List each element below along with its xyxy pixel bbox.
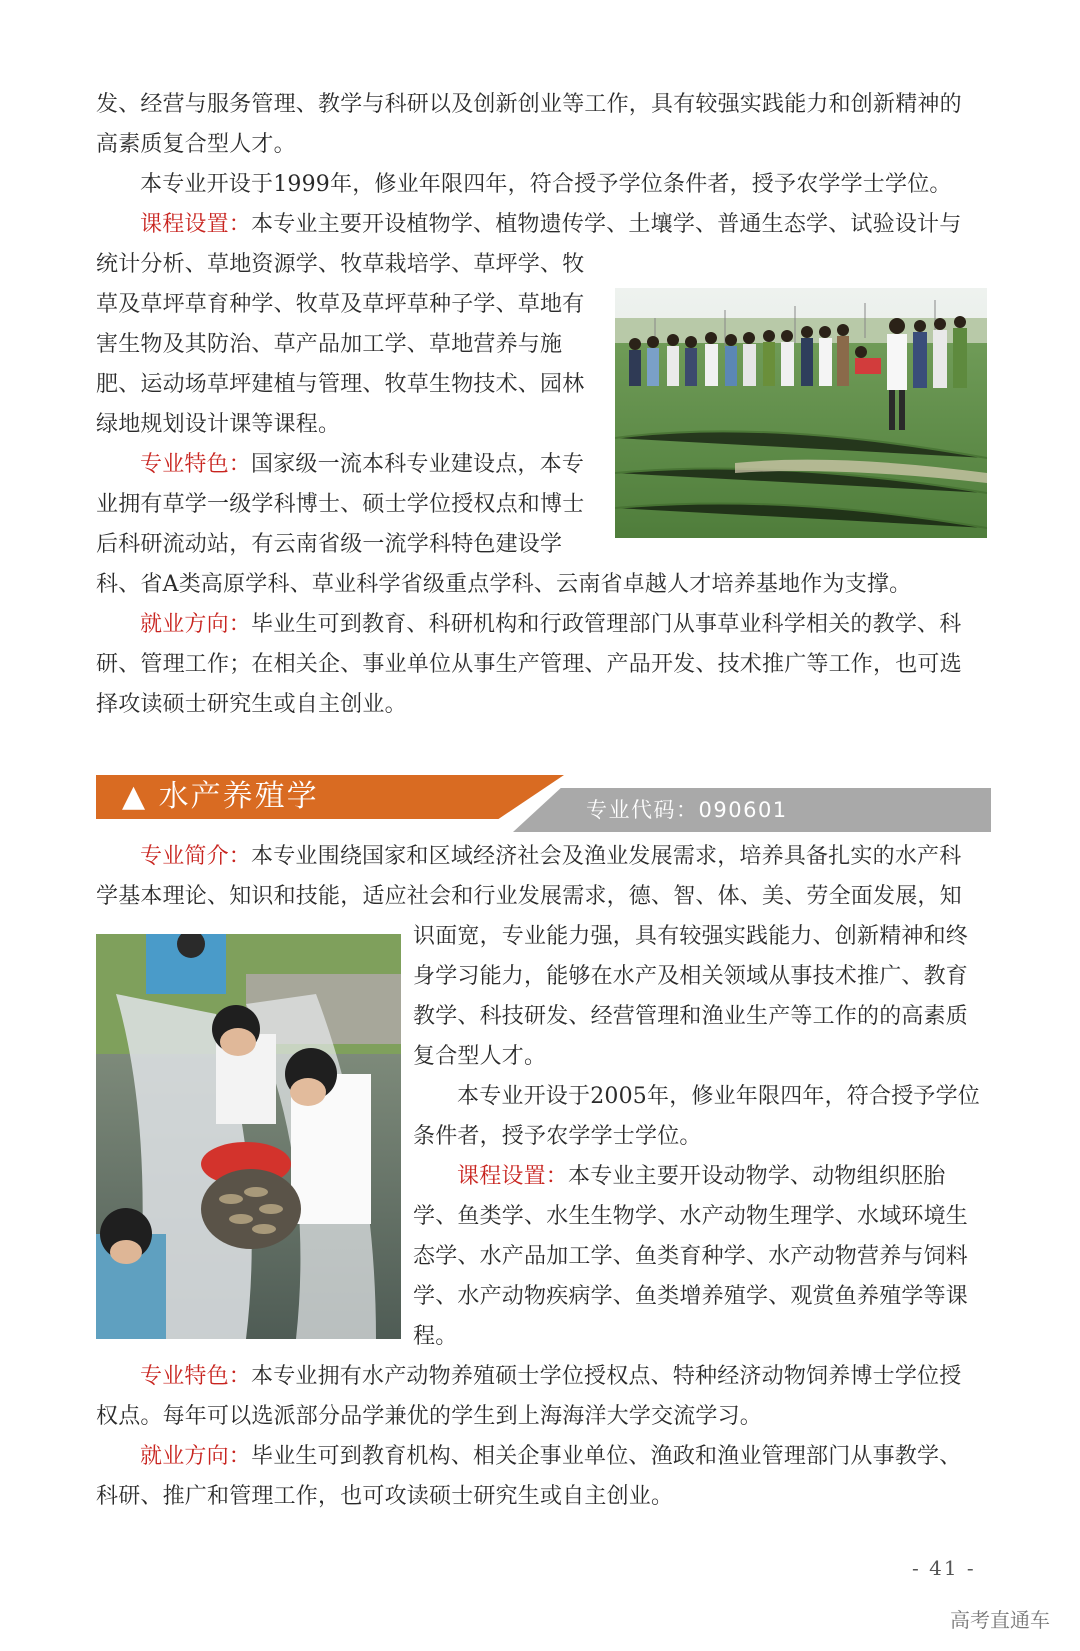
- text-line: 程。: [413, 1324, 458, 1349]
- major-code: 专业代码：090601: [586, 798, 788, 822]
- text-line: 权点。每年可以选派部分品学兼优的学生到上海海洋大学交流学习。: [96, 1404, 763, 1429]
- text-line: 草及草坪草育种学、牧草及草坪草种子学、草地有: [96, 292, 585, 317]
- text-line: 复合型人才。: [413, 1044, 547, 1069]
- text-line: 学基本理论、知识和技能，适应社会和行业发展需求，德、智、体、美、劳全面发展，知: [96, 884, 962, 909]
- text-line: 教学、科技研发、经营管理和渔业生产等工作的的高素质: [413, 1004, 969, 1029]
- text-line: 高素质复合型人才。: [96, 132, 296, 157]
- text-line: 本专业围绕国家和区域经济社会及渔业发展需求，培养具备扎实的水产科: [251, 844, 962, 869]
- major-title: ▲ 水产养殖学: [122, 779, 319, 814]
- text-line: 统计分析、草地资源学、牧草栽培学、草坪学、牧: [96, 252, 585, 277]
- watermark-text: 高考直通车: [950, 1608, 1050, 1632]
- intro-label: 专业简介：: [140, 844, 252, 869]
- text-line: 肥、运动场草坪建植与管理、牧草生物技术、园林: [96, 372, 585, 397]
- text-line: 后科研流动站，有云南省级一流学科特色建设学: [96, 532, 563, 557]
- feature-label: 专业特色：: [140, 452, 252, 477]
- text-line: 学、鱼类学、水生生物学、水产动物生理学、水域环境生: [413, 1204, 969, 1229]
- text-line: 择攻读硕士研究生或自主创业。: [96, 692, 407, 717]
- career-label: 就业方向：: [140, 1444, 252, 1469]
- text-line: 业拥有草学一级学科博士、硕士学位授权点和博士: [96, 492, 585, 517]
- feature-label: 专业特色：: [140, 1364, 252, 1389]
- text-line: 害生物及其防治、草产品加工学、草地营养与施: [96, 332, 563, 357]
- text-line: 本专业开设于2005年，修业年限四年，符合授予学位: [457, 1084, 980, 1109]
- intro-paragraph: [140, 837, 961, 877]
- course-label: 课程设置：: [140, 212, 252, 237]
- text-line: 本专业主要开设动物学、动物组织胚胎: [568, 1164, 946, 1189]
- text-line: 识面宽，专业能力强，具有较强实践能力、创新精神和终: [413, 924, 969, 949]
- text-line: 科研、推广和管理工作，也可攻读硕士研究生或自主创业。: [96, 1484, 674, 1509]
- text-line: 科、省A类高原学科、草业科学省级重点学科、云南省卓越人才培养基地作为支撑。: [96, 572, 912, 597]
- text-line: 绿地规划设计课等课程。: [96, 412, 341, 437]
- text-line: 态学、水产品加工学、鱼类育种学、水产动物营养与饲料: [413, 1244, 969, 1269]
- text-line: 条件者，授予农学学士学位。: [413, 1124, 702, 1149]
- text-line: 毕业生可到教育、科研机构和行政管理部门从事草业科学相关的教学、科: [251, 612, 962, 637]
- course-paragraph: [140, 205, 961, 245]
- text-line: 国家级一流本科专业建设点，本专: [251, 452, 585, 477]
- career-paragraph: [140, 1437, 961, 1477]
- fish-harvest-photo: [96, 934, 401, 1339]
- grassland-group-photo: [615, 288, 987, 538]
- text-line: 本专业开设于1999年，修业年限四年，符合授予学位条件者，授予农学学士学位。: [140, 172, 952, 197]
- text-line: 本专业主要开设植物学、植物遗传学、土壤学、普通生态学、试验设计与: [251, 212, 962, 237]
- text-line: 发、经营与服务管理、教学与科研以及创新创业等工作，具有较强实践能力和创新精神的: [96, 92, 962, 117]
- feature-paragraph: [140, 1357, 961, 1397]
- course-label: 课程设置：: [457, 1164, 569, 1189]
- text-line: 身学习能力，能够在水产及相关领域从事技术推广、教育: [413, 964, 969, 989]
- career-paragraph: [140, 605, 961, 645]
- course-paragraph: [457, 1157, 945, 1197]
- text-line: 毕业生可到教育机构、相关企事业单位、渔政和渔业管理部门从事教学、: [251, 1444, 962, 1469]
- text-line: 本专业拥有水产动物养殖硕士学位授权点、特种经济动物饲养博士学位授: [251, 1364, 962, 1389]
- text-line: 学、水产动物疾病学、鱼类增养殖学、观赏鱼养殖学等课: [413, 1284, 969, 1309]
- page-number: - 41 -: [912, 1556, 976, 1580]
- career-label: 就业方向：: [140, 612, 252, 637]
- feature-paragraph: [140, 445, 584, 485]
- text-line: 研、管理工作；在相关企、事业单位从事生产管理、产品开发、技术推广等工作，也可选: [96, 652, 962, 677]
